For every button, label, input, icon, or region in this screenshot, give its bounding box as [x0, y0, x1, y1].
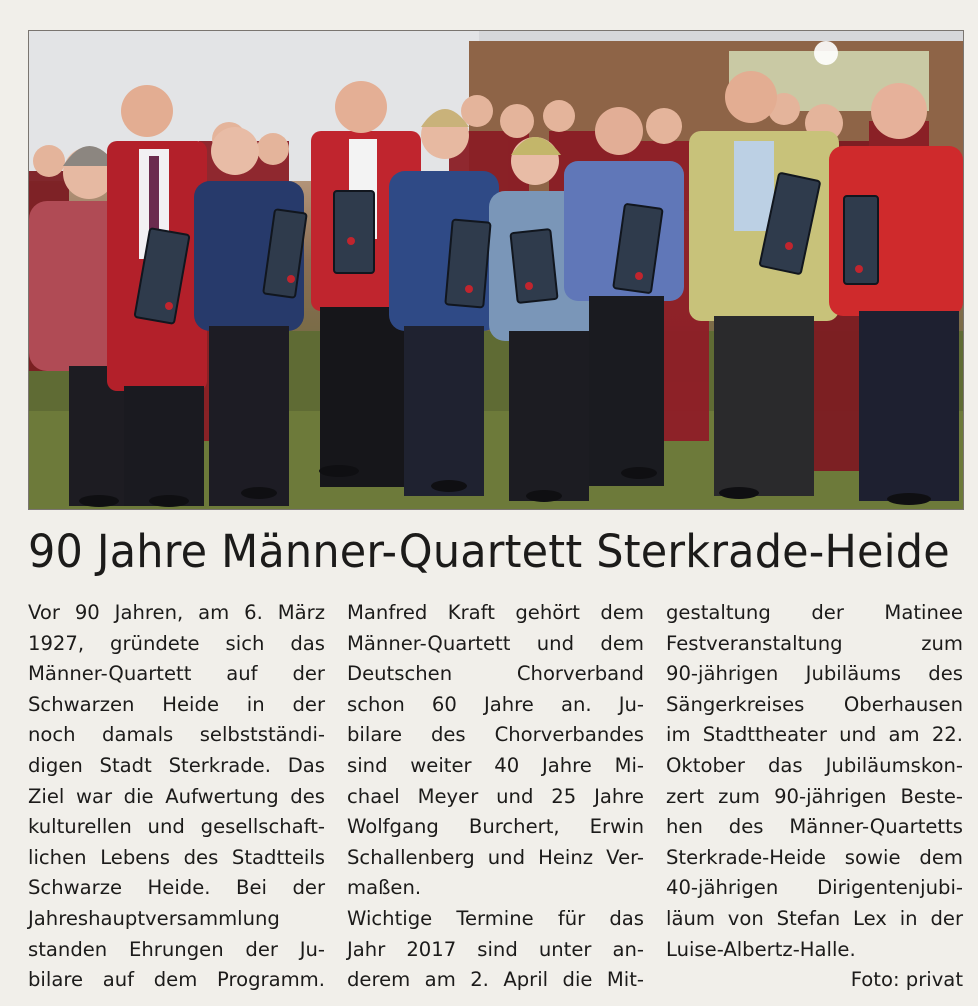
text-line: im Stadttheater und am 22.	[666, 723, 963, 747]
text-line: Wolfgang Burchert, Erwin	[347, 815, 644, 839]
article-headline: 90 Jahre Männer-Quartett Sterkrade-Heide	[28, 525, 950, 578]
text-line: noch damals selbstständi-	[28, 723, 325, 747]
text-line: Festveranstaltung zum	[666, 631, 963, 655]
text-line: Wichtige Termine für das	[347, 906, 644, 930]
text-line: Oktober das Jubiläumskon-	[666, 753, 963, 777]
text-line: schon 60 Jahre an. Ju-	[347, 692, 644, 716]
text-line: Sterkrade-Heide sowie dem	[666, 845, 963, 869]
text-line: chael Meyer und 25 Jahre	[347, 784, 644, 808]
text-line: kulturellen und gesellschaft-	[28, 815, 325, 839]
text-line: Schallenberg und Heinz Ver-	[347, 845, 644, 869]
text-line: bilare des Chorverbandes	[347, 723, 644, 747]
text-line: Deutschen Chorverband	[347, 662, 644, 686]
text-line: Männer-Quartett auf der	[28, 662, 325, 686]
text-line: sind weiter 40 Jahre Mi-	[347, 753, 644, 777]
article-column-3	[666, 598, 963, 996]
group-photo	[28, 30, 964, 510]
photo-credit: Foto: privat	[850, 968, 963, 992]
text-line: derem am 2. April die Mit-	[347, 968, 644, 992]
text-line: bilare auf dem Programm.	[28, 968, 325, 992]
text-line: Schwarzen Heide in der	[28, 692, 325, 716]
text-line: 90-jährigen Jubiläums des	[666, 662, 963, 686]
text-line: gestaltung der Matinee	[666, 601, 963, 624]
text-line: 40-jährigen Dirigentenjubi-	[666, 876, 963, 900]
text-line: digen Stadt Sterkrade. Das	[28, 753, 325, 777]
text-line: maßen.	[347, 876, 422, 900]
text-line: Jahreshauptversammlung	[28, 906, 280, 930]
text-line: hen des Männer-Quartetts	[666, 815, 963, 839]
text-line: standen Ehrungen der Ju-	[28, 937, 325, 961]
text-line: zert zum 90-jährigen Beste-	[666, 784, 963, 808]
text-line: Sängerkreises Oberhausen	[666, 692, 963, 716]
article-column-1	[28, 598, 325, 996]
article-column-2	[347, 598, 644, 996]
text-line: lichen Lebens des Stadtteils	[28, 845, 325, 869]
group-photo-illustration	[29, 31, 963, 509]
text-line: Männer-Quartett und dem	[347, 631, 644, 655]
text-line: läum von Stefan Lex in der	[666, 906, 963, 930]
text-line: Schwarze Heide. Bei der	[28, 876, 325, 900]
text-line: Luise-Albertz-Halle.	[666, 937, 856, 961]
text-line: 1927, gründete sich das	[28, 631, 325, 655]
text-line: Jahr 2017 sind unter an-	[347, 937, 644, 961]
text-line: Ziel war die Aufwertung des	[28, 784, 325, 808]
text-line: Vor 90 Jahren, am 6. März	[28, 601, 325, 624]
text-line: Manfred Kraft gehört dem	[347, 601, 644, 624]
